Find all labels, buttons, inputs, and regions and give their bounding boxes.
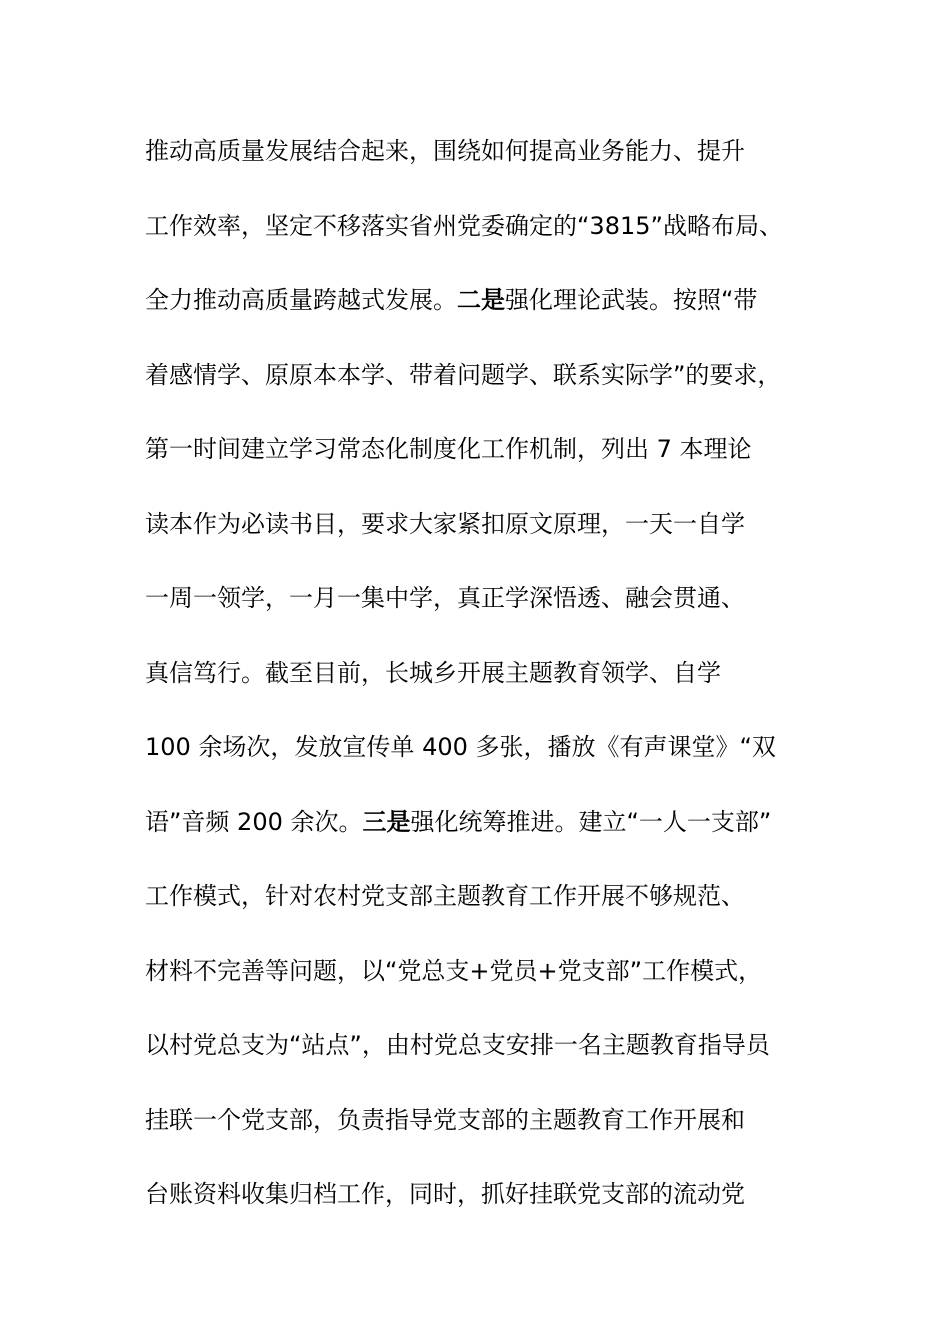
text-line <box>145 710 845 785</box>
text-line <box>145 1008 845 1083</box>
text-segment: 挂联一个党支部，负责指导党支部的主题教育工作开展和 <box>145 1105 745 1134</box>
text-line <box>145 189 845 264</box>
text-segment: 语”音频 200 余次。 <box>145 807 363 836</box>
text-line <box>145 934 845 1009</box>
text-line <box>145 487 845 562</box>
bold-heading-segment: 二是 <box>457 286 505 314</box>
text-segment: 台账资料收集归档工作，同时，抓好挂联党支部的流动党 <box>145 1180 745 1208</box>
text-line <box>145 263 845 338</box>
text-segment: 第一时间建立学习常态化制度化工作机制，列出 7 本理论 <box>145 435 752 463</box>
text-segment: 以村党总支为“站点”，由村党总支安排一名主题教育指导员 <box>145 1031 770 1059</box>
bold-heading-segment: 三是 <box>362 807 411 836</box>
text-segment: 着感情学、原原本本学、带着问题学、联系实际学”的要求， <box>145 360 782 389</box>
text-line <box>145 1083 845 1158</box>
text-segment: 工作效率，坚定不移落实省州党委确定的“3815”战略布局、 <box>145 211 783 240</box>
text-line <box>145 114 845 189</box>
text-segment: 材料不完善等问题，以“党总支+党员+党支部”工作模式， <box>145 956 763 985</box>
text-line <box>145 785 845 860</box>
text-line <box>145 561 845 636</box>
text-line <box>145 338 845 413</box>
text-segment: 推动高质量发展结合起来，围绕如何提高业务能力、提升 <box>145 137 745 165</box>
text-line <box>145 412 845 487</box>
text-segment: 100 余场次，发放宣传单 400 多张，播放《有声课堂》“双 <box>145 733 776 761</box>
text-line <box>145 859 845 934</box>
text-segment: 强化统筹推进。建立“一人一支部” <box>410 807 772 836</box>
text-segment: 全力推动高质量跨越式发展。 <box>145 286 457 314</box>
text-segment: 强化理论武装。按照“带 <box>505 286 758 314</box>
body-text <box>145 114 845 1232</box>
text-segment: 一周一领学，一月一集中学，真正学深悟透、融会贯通、 <box>145 584 745 612</box>
text-line <box>145 1157 845 1232</box>
text-segment: 读本作为必读书目，要求大家紧扣原文原理，一天一自学 <box>145 509 745 538</box>
text-segment: 工作模式，针对农村党支部主题教育工作开展不够规范、 <box>145 882 745 910</box>
text-segment: 真信笃行。截至目前，长城乡开展主题教育领学、自学 <box>145 658 721 687</box>
text-line <box>145 636 845 711</box>
